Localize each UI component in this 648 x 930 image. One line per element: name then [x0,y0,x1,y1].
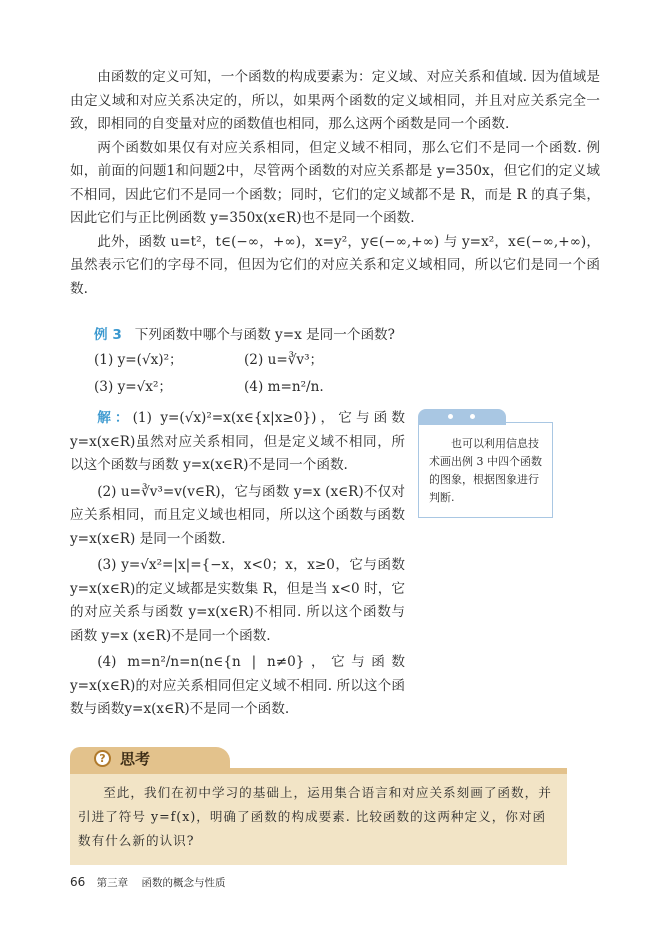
solution-label: 解： [97,410,133,426]
solution-step-1 [70,407,405,478]
paragraph-1: 由函数的定义可知，一个函数的构成要素为：定义域、对应关系和值域. 因为值域是由定义域和对应关系决定的，所以，如果两个函数的定义域相同，并且对应关系完全一致，即相同的自变量对应的函数值也相同，那么这两个函数是同一个函数. [70,69,600,132]
solution [70,407,405,725]
example-3 [70,323,600,347]
solution-step-1-text: (1) y=(√x)²=x(x∈{x|x≥0})，它与函数y=x(x∈R)虽然对应关系相同，但是定义域不相同，所以这个函数与函数 y=x(x∈R)不是同一个函数. [70,410,405,473]
chapter-title: 函数的概念与性质 [141,876,226,889]
solution-step-4: (4) m=n²/n=n(n∈{n | n≠0}，它与函数y=x(x∈R)的对应关系相同但定义域不相同. 所以这个函数与函数y=x(x∈R)不是同一个函数. [70,654,405,717]
paragraph-2: 两个函数如果仅有对应关系相同，但定义域不相同，那么它们不是同一个函数. 例如，前面的问题1和问题2中，尽管两个函数的对应关系都是 y=350x，但它们的定义域不相同，因此它们不是同一个函数；同时，它们的定义域都不是 R，而是 R 的真子集，因此它们与正比例函数 y=350x(x∈R)也不是同一个函数. [70,139,600,226]
question-icon: ? [94,750,111,767]
think-title: 思考 [120,749,151,768]
solution-step-2: (2) u=∛v³=v(v∈R)，它与函数 y=x (x∈R)不仅对应关系相同，而且定义域也相同，所以这个函数与函数 y=x(x∈R) 是同一个函数. [70,483,405,547]
solution-step-3: (3) y=√x²=|x|={−x，x<0；x，x≥0，它与函数y=x(x∈R)的定义域都是实数集 R，但是当 x<0 时，它的对应关系与函数 y=x(x∈R)不相同. 所以这个函数与函数 y=x (x∈R)不是同一个函数. [70,557,405,644]
example-label: 例 3 [94,327,122,343]
option-3: (3) y=√x²； [94,379,173,395]
chapter-label: 第三章 [96,876,129,889]
think-box [70,747,567,865]
think-header [70,747,567,768]
note-text: 也可以利用信息技术画出例 3 中四个函数的图象，根据图象进行判断. [418,422,553,518]
example-options [70,347,600,401]
page-footer [70,875,600,890]
note-tab [418,409,506,425]
option-2: (2) u=∛v³； [244,352,324,368]
paragraph-3: 此外，函数 u=t²，t∈(−∞，+∞)，x=y²，y∈(−∞,+∞) 与 y=x²，x∈(−∞,+∞)，虽然表示它们的字母不同，但因为它们的对应关系和定义域相同，所以它们是同一个函数. [70,233,600,297]
page-number: 66 [70,874,86,889]
option-1: (1) y=(√x)²； [94,352,183,368]
think-text: 至此，我们在初中学习的基础上，运用集合语言和对应关系刻画了函数，并引进了符号 y=f(x)，明确了函数的构成要素. 比较函数的这两种定义，你对函数有什么新的认识? [70,774,567,865]
option-4: (4) m=n²/n. [244,379,324,395]
example-question: 下列函数中哪个与函数 y=x 是同一个函数? [134,327,395,343]
solution-row [70,407,600,725]
side-note [418,409,553,518]
